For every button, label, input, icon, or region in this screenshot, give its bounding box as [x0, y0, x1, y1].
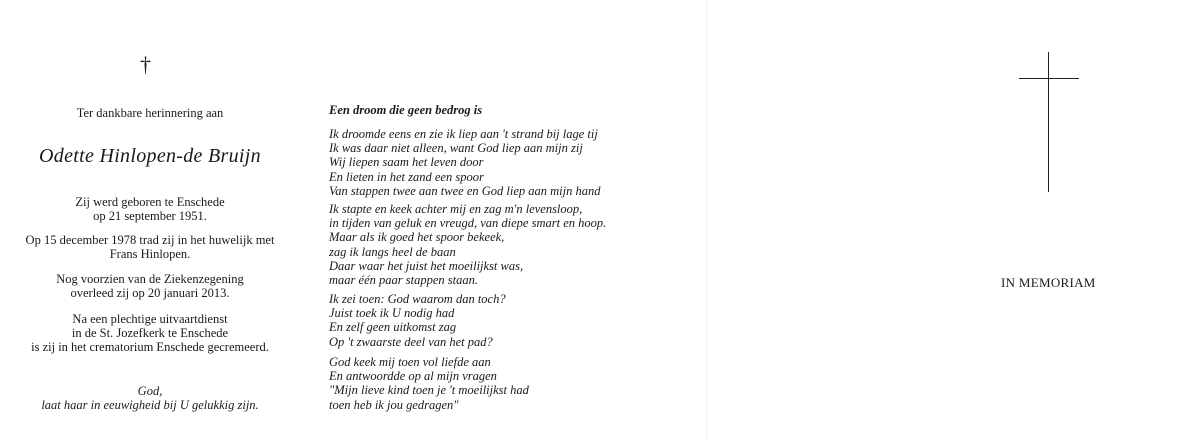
poem-line: toen heb ik jou gedragen" [329, 397, 459, 412]
deceased-name: Odette Hinlopen-de Bruijn [39, 145, 261, 167]
funeral-line-2: in de St. Jozefkerk te Enschede [71, 326, 229, 340]
large-cross-bar [1019, 78, 1079, 79]
prayer-line-1: God, [137, 384, 163, 398]
death-line-2: overleed zij op 20 januari 2013. [70, 286, 230, 300]
poem-stanza-2 [329, 202, 659, 287]
in-memoriam-heading: IN MEMORIAM [1001, 275, 1096, 290]
poem-line: Maar als ik goed het spoor bekeek, [329, 230, 505, 245]
poem-line: God keek mij toen vol liefde aan [329, 355, 491, 369]
poem-stanza-4 [329, 355, 659, 412]
large-cross-icon [1048, 52, 1049, 192]
poem-line: Wij liepen saam het leven door [329, 155, 484, 170]
poem-stanza-3 [329, 292, 659, 349]
poem-stanza-1 [329, 127, 659, 198]
birth-line-2: op 21 september 1951. [93, 209, 207, 223]
poem-line: Ik stapte en keek achter mij en zag m'n levensloop, [329, 202, 583, 216]
death-line-1: Nog voorzien van de Ziekenzegening [56, 272, 244, 286]
poem-line: Daar waar het juist het moeilijkst was, [329, 258, 524, 273]
fold-line [706, 0, 707, 440]
poem-line: maar één paar stappen staan. [329, 273, 478, 288]
intro-text: Ter dankbare herinnering aan [76, 106, 224, 120]
poem-title: Een droom die geen bedrog is [329, 103, 483, 117]
poem-line: Ik droomde eens en zie ik liep aan 't strand bij lage tij [329, 127, 598, 141]
poem-line: Van stappen twee aan twee en God liep aan mijn hand [329, 183, 601, 198]
poem-line: in tijden van geluk en vreugd, van diepe smart en hoop. [329, 216, 607, 231]
cross-icon: † [140, 52, 151, 77]
poem-line: zag ik langs heel de baan [329, 244, 456, 259]
funeral-line-3: is zij in het crematorium Enschede gecremeerd. [31, 340, 269, 354]
poem-line: En antwoordde op al mijn vragen [329, 369, 497, 384]
left-panel [0, 0, 300, 440]
poem-line: Ik zei toen: God waarom dan toch? [329, 292, 506, 306]
poem-line: "Mijn lieve kind toen je 't moeilijkst had [329, 383, 529, 398]
marriage-line-1: Op 15 december 1978 trad zij in het huwelijk met [25, 233, 275, 247]
poem-line: Ik was daar niet alleen, want God liep aan mijn zij [329, 141, 583, 156]
funeral-line-1: Na een plechtige uitvaartdienst [72, 312, 228, 326]
marriage-line-2: Frans Hinlopen. [109, 247, 191, 261]
prayer-line-2: laat haar in eeuwigheid bij U gelukkig zijn. [41, 398, 259, 412]
poem-line: En lieten in het zand een spoor [329, 169, 484, 184]
poem-line: Juist toek ik U nodig had [329, 306, 455, 321]
birth-line-1: Zij werd geboren te Enschede [75, 195, 225, 209]
poem-line: Op 't zwaarste deel van het pad? [329, 334, 493, 349]
poem-line: En zelf geen uitkomst zag [329, 320, 457, 335]
